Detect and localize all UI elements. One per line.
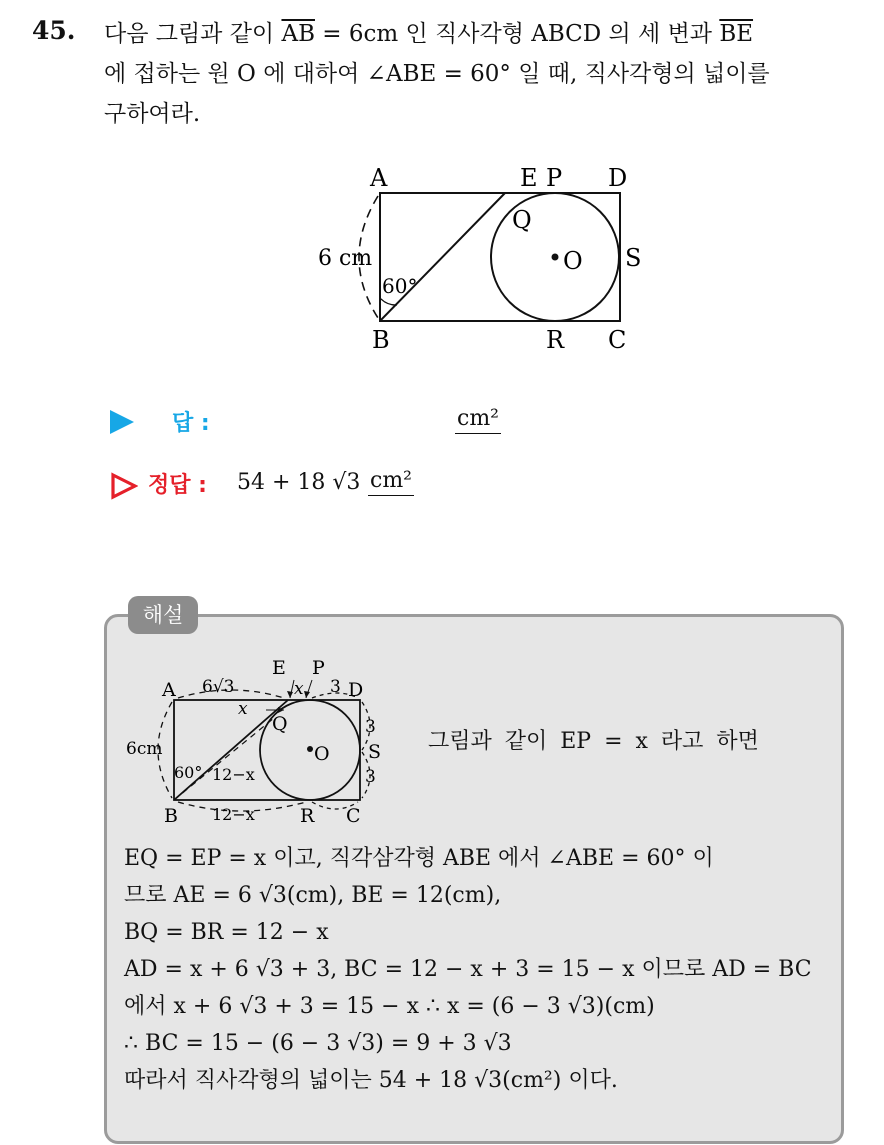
sol-label-a: A bbox=[162, 679, 176, 701]
sol-label-x-left: x bbox=[238, 699, 248, 719]
segment-be: $\overline{BE}$ bbox=[719, 21, 754, 47]
question-line-3: 구하여라. bbox=[104, 101, 201, 127]
solution-line: 에서 x + 6 √3 + 3 = 15 − x ∴ x = (6 − 3 √3)(cm) bbox=[124, 994, 655, 1019]
sol-label-d: D bbox=[348, 679, 364, 701]
question-text-part: = 6cm 인 직사각형 ABCD 의 세 변과 bbox=[314, 21, 720, 47]
correct-answer-unit: cm² bbox=[368, 468, 414, 496]
sol-label-6cm: 6cm bbox=[126, 739, 163, 759]
answer-unit: cm² bbox=[455, 406, 501, 434]
sol-label-3-right-lower: 3 bbox=[365, 767, 376, 787]
label-q: Q bbox=[512, 206, 532, 234]
question-line-1 bbox=[104, 14, 864, 54]
label-s: S bbox=[625, 244, 642, 272]
sol-label-12-x-bottom: 12−x bbox=[212, 805, 255, 824]
correct-answer-label: 정답 : bbox=[148, 473, 207, 498]
correct-answer-row bbox=[110, 466, 610, 506]
rectangle-abcd bbox=[380, 193, 620, 321]
label-a: A bbox=[370, 164, 388, 192]
solution-line: 따라서 직사각형의 넓이는 54 + 18 √3(cm²) 이다. bbox=[124, 1068, 618, 1093]
question-number: 45. bbox=[32, 16, 76, 45]
sol-label-q: Q bbox=[272, 713, 288, 735]
outline-triangle-icon bbox=[110, 472, 138, 500]
sol-label-x-top: x bbox=[294, 679, 304, 699]
sol-label-o: O bbox=[314, 743, 330, 765]
sol-label-6root3: 6√3 bbox=[202, 677, 235, 697]
problem-figure bbox=[310, 158, 650, 358]
p-arrow-head bbox=[304, 691, 310, 698]
sol-label-s: S bbox=[368, 741, 382, 763]
label-d: D bbox=[608, 164, 628, 192]
question-text-part: 다음 그림과 같이 bbox=[104, 21, 282, 47]
solution-line: BQ = BR = 12 − x bbox=[124, 920, 329, 945]
e-arrow-head bbox=[287, 691, 293, 698]
sol-label-60: 60° bbox=[174, 763, 203, 782]
label-e: E bbox=[520, 164, 538, 192]
sol-label-e: E bbox=[272, 657, 286, 679]
solution-line: EQ = EP = x 이고, 직각삼각형 ABE 에서 ∠ABE = 60° 이 bbox=[124, 846, 714, 871]
solution-figure-svg bbox=[116, 654, 406, 832]
solution-line: ∴ BC = 15 − (6 − 3 √3) = 9 + 3 √3 bbox=[124, 1031, 512, 1056]
solution-segment-be bbox=[174, 700, 288, 800]
segment-ab: $\overline{AB}$ bbox=[281, 21, 315, 47]
sol-label-p: P bbox=[312, 657, 325, 679]
answer-row bbox=[110, 404, 610, 444]
label-o: O bbox=[563, 247, 583, 275]
label-r: R bbox=[546, 326, 565, 354]
sol-label-b: B bbox=[164, 805, 178, 827]
label-side-6cm: 6 cm bbox=[318, 246, 373, 271]
question-text bbox=[104, 14, 864, 134]
answer-label: 답 : bbox=[172, 411, 210, 436]
sol-label-12-x-diag: 12−x bbox=[212, 765, 255, 784]
solution-tag: 해설 bbox=[128, 596, 198, 634]
segment-be-line bbox=[380, 193, 505, 321]
solution-line: 므로 AE = 6 √3(cm), BE = 12(cm), bbox=[124, 883, 502, 908]
solution-intro: 그림과 같이 EP = x 라고 하면 bbox=[428, 729, 759, 754]
sol-label-3-top: 3 bbox=[330, 677, 341, 697]
correct-answer-value: 54 + 18 √3 bbox=[237, 470, 361, 495]
solution-line: AD = x + 6 √3 + 3, BC = 12 − x + 3 = 15 − x 이므로 AD = BC bbox=[124, 957, 812, 982]
solution-lines bbox=[124, 840, 834, 1099]
question-line-2: 에 접하는 원 O 에 대하여 ∠ABE = 60° 일 때, 직사각형의 넓이를 bbox=[104, 61, 770, 87]
problem-figure-svg bbox=[310, 158, 650, 358]
label-angle-60: 60° bbox=[382, 274, 418, 298]
solution-center-dot bbox=[307, 746, 313, 752]
label-c: C bbox=[608, 326, 627, 354]
solution-figure bbox=[116, 654, 406, 832]
sol-label-3-right-upper: 3 bbox=[365, 717, 376, 737]
sol-label-c: C bbox=[346, 805, 361, 827]
angle-arc bbox=[380, 298, 397, 305]
solution-rectangle bbox=[174, 700, 360, 800]
label-b: B bbox=[372, 326, 390, 354]
sol-label-r: R bbox=[300, 805, 315, 827]
center-o-dot bbox=[552, 254, 559, 261]
play-triangle-icon bbox=[110, 410, 134, 434]
label-p: P bbox=[546, 164, 563, 192]
